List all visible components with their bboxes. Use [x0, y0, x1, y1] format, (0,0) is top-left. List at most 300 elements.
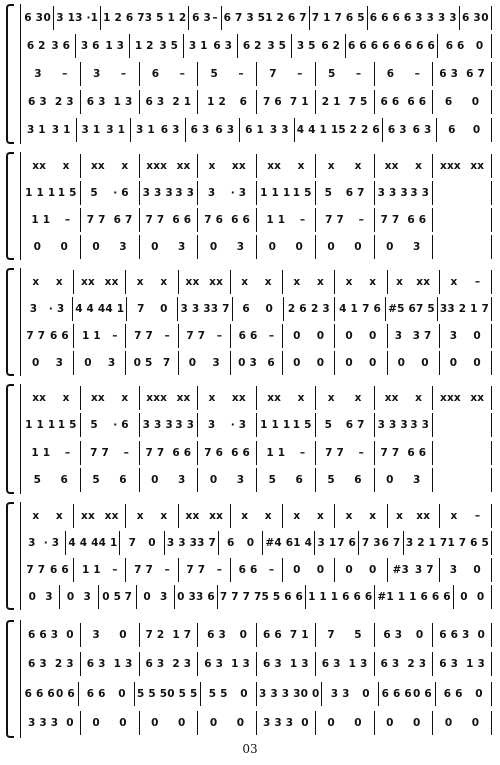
note-group: –: [355, 68, 362, 80]
note-group: 2 1: [172, 96, 192, 108]
system-brace: [6, 502, 14, 610]
note-group: 6 3: [412, 124, 432, 136]
staff-row: [22, 118, 492, 142]
note-group: 0: [239, 628, 248, 641]
measure: [76, 34, 130, 58]
page-number: 03: [242, 742, 258, 756]
note-group: 3 3: [269, 124, 289, 136]
note-group: · 3: [43, 536, 60, 549]
measure: [375, 90, 434, 114]
note-group: 0: [471, 96, 480, 108]
note-group: 3 6: [51, 40, 71, 52]
note-group: 3 3 3: [180, 302, 211, 315]
note-group: 5: [92, 474, 100, 487]
measure: [257, 90, 316, 114]
measure: [436, 682, 493, 706]
note-group: · 3: [230, 419, 247, 432]
measure: [257, 652, 316, 676]
measure: [126, 351, 178, 375]
measure: [77, 118, 132, 142]
measure: [433, 413, 492, 437]
measure: [22, 441, 81, 465]
note-group: 0: [119, 717, 127, 730]
staff-row: [22, 324, 492, 348]
note-group: 0: [475, 687, 483, 700]
measure: [73, 297, 127, 321]
note-group: x: [264, 275, 272, 288]
measure: [433, 90, 492, 114]
measure: [22, 235, 81, 259]
note-group: 7 7: [134, 329, 154, 342]
measure: [222, 6, 310, 30]
note-group: 3 3: [330, 687, 350, 700]
note-group: 6: [354, 474, 362, 487]
system-brace: [6, 4, 14, 144]
measure: [335, 297, 386, 321]
note-group: 5 5: [208, 687, 228, 700]
note-group: xx: [416, 509, 431, 522]
note-group: 6 3: [387, 124, 407, 136]
note-group: 7: [128, 536, 137, 549]
note-group: 1 3: [466, 658, 485, 671]
measure: [179, 351, 231, 375]
measure: [316, 235, 375, 259]
note-group: xx: [104, 509, 119, 522]
note-group: –: [179, 68, 186, 80]
note-group: 3 ·1: [75, 12, 99, 24]
measure: [137, 585, 175, 609]
measure: [198, 62, 257, 86]
measure: [22, 504, 74, 528]
note-group: 3: [160, 590, 168, 603]
measure: [335, 351, 387, 375]
measure: [218, 585, 306, 609]
note-group: 0: [151, 240, 159, 253]
note-group: 0: [92, 717, 100, 730]
note-group: 6 2: [321, 40, 341, 52]
note-group: 6 3: [383, 628, 403, 641]
note-group: 3: [178, 240, 186, 253]
measure: [231, 504, 283, 528]
note-group: x: [293, 275, 301, 288]
measure: [140, 652, 199, 676]
note-group: xx: [185, 509, 200, 522]
note-group: x: [327, 159, 335, 172]
note-group: 7 7: [26, 329, 46, 342]
note-group: –: [123, 446, 130, 459]
note-group: 3: [45, 590, 53, 603]
note-group: 6: [60, 474, 69, 487]
note-group: 3 1: [136, 124, 155, 136]
measure: [454, 585, 492, 609]
note-group: · 3: [48, 302, 65, 315]
note-group: 0: [119, 628, 127, 641]
measure: [231, 558, 283, 582]
note-group: 0: [66, 628, 74, 641]
staff-row: [22, 652, 492, 676]
measure: [22, 386, 81, 410]
note-group: 0 0: [300, 687, 320, 700]
measure: [433, 386, 492, 410]
measure: [22, 154, 81, 178]
note-group: 3: [107, 356, 116, 369]
note-group: 3: [413, 240, 421, 253]
note-group: 7 2: [145, 628, 165, 641]
staff-row: [22, 585, 492, 609]
note-group: x: [293, 509, 301, 522]
measure: [440, 558, 492, 582]
note-group: 0: [354, 240, 362, 253]
note-group: 3: [28, 536, 36, 549]
note-group: 6 6: [443, 687, 463, 700]
measure: [140, 386, 199, 410]
note-group: 0: [66, 590, 75, 603]
note-group: 0: [354, 717, 362, 730]
note-group: 0 6: [56, 687, 75, 700]
note-group: 3 5: [267, 40, 287, 52]
note-group: 0 5: [133, 356, 153, 369]
measure: [140, 208, 199, 232]
staff-row: [22, 413, 492, 437]
measure: [316, 711, 375, 735]
measure: [74, 558, 126, 582]
measure: [383, 118, 438, 142]
note-group: 0: [32, 356, 40, 369]
measure: [388, 504, 440, 528]
note-group: 6 6: [407, 96, 427, 108]
system-brace: [6, 384, 14, 494]
note-group: 3: [449, 563, 458, 576]
note-group: 7 7: [380, 446, 400, 459]
note-group: 4 1: [339, 302, 358, 315]
note-group: –: [297, 68, 303, 80]
note-group: 0: [209, 240, 218, 253]
measure: [386, 297, 438, 321]
measure: [375, 413, 434, 437]
measure: [130, 34, 184, 58]
note-group: –: [238, 68, 244, 80]
note-group: 0 5: [102, 590, 122, 603]
note-group: 0: [345, 329, 353, 342]
staff-row: [22, 181, 492, 205]
note-group: 0: [316, 356, 325, 369]
note-group: 6 3: [461, 12, 481, 24]
note-group: 4 4 4: [68, 536, 99, 549]
note-group: x: [345, 509, 353, 522]
note-group: 0: [66, 717, 74, 730]
measure: [375, 181, 434, 205]
note-group: x: [121, 159, 129, 172]
measure: [433, 468, 492, 492]
note-group: 6 2: [242, 40, 262, 52]
measure: [440, 324, 492, 348]
note-group: 6 3: [321, 658, 341, 671]
note-group: 3: [207, 186, 216, 199]
measure: [219, 531, 263, 555]
note-group: 0: [473, 329, 481, 342]
measure: [22, 181, 81, 205]
measure: [335, 504, 387, 528]
note-group: –: [299, 213, 306, 226]
note-group: x: [369, 275, 377, 288]
note-group: 0: [460, 590, 468, 603]
note-group: 6 3: [215, 124, 235, 136]
note-group: 1 1: [266, 446, 286, 459]
note-group: 0: [475, 40, 484, 52]
measure: [257, 623, 316, 647]
measure: [66, 531, 120, 555]
note-group: 0: [327, 240, 335, 253]
note-group: xx: [185, 275, 200, 288]
measure: [81, 711, 140, 735]
note-group: 7 7: [145, 446, 165, 459]
note-group: 6 6: [380, 96, 400, 108]
note-group: xx: [416, 275, 431, 288]
note-group: xx: [231, 159, 246, 172]
note-group: 5: [90, 186, 98, 199]
measure: [346, 34, 438, 58]
measure: [126, 324, 178, 348]
measure: [316, 208, 375, 232]
measure: [375, 711, 434, 735]
note-group: 0: [268, 240, 277, 253]
note-group: 5: [90, 419, 98, 432]
measure: [310, 6, 368, 30]
note-group: 3 3 3: [166, 536, 198, 549]
note-group: –: [164, 329, 170, 342]
note-group: 1 1 1 6 6 6: [308, 590, 373, 603]
note-group: 3: [212, 356, 220, 369]
note-group: 0: [481, 12, 489, 24]
note-group: 3: [34, 68, 42, 80]
note-group: 3 5: [296, 40, 316, 52]
measure: [316, 623, 375, 647]
note-group: 0: [92, 240, 100, 253]
measure: [22, 90, 81, 114]
system-barline: [20, 620, 21, 738]
staff-row: [22, 208, 492, 232]
measure: [54, 6, 101, 30]
note-group: 0: [151, 717, 159, 730]
measure: [140, 623, 199, 647]
measure: [315, 531, 359, 555]
measure: [335, 324, 387, 348]
note-group: 7 5: [348, 96, 368, 108]
measure: [292, 34, 346, 58]
staff-row: [22, 623, 492, 647]
note-group: –: [112, 329, 118, 342]
note-group: 7 6: [337, 536, 357, 549]
note-group: x: [354, 159, 362, 172]
note-group: 1 3: [348, 658, 368, 671]
measure: [198, 235, 257, 259]
note-group: –: [268, 329, 275, 342]
measure: [316, 181, 375, 205]
measure: [257, 468, 316, 492]
note-group: xx: [81, 275, 95, 288]
measure: [198, 181, 257, 205]
note-group: 6: [242, 302, 250, 315]
measure: [257, 154, 316, 178]
note-group: 0: [151, 474, 159, 487]
measure: [316, 468, 375, 492]
measure: [140, 235, 199, 259]
note-group: 7 7: [86, 213, 106, 226]
measure: [433, 235, 492, 259]
measure: [140, 181, 199, 205]
measure: [440, 270, 492, 294]
measure: [257, 62, 316, 86]
note-group: xxx: [146, 159, 168, 172]
note-group: 3: [29, 302, 38, 315]
measure: [440, 504, 492, 528]
note-group: 7 7: [325, 446, 344, 459]
measure: [404, 531, 492, 555]
note-group: 6 3: [207, 628, 226, 641]
note-group: 6: [448, 124, 456, 136]
measure: [22, 208, 81, 232]
measure: [440, 351, 492, 375]
staff-row: [22, 34, 492, 58]
system-barline: [20, 152, 21, 260]
measure: [388, 558, 440, 582]
measure: [22, 682, 79, 706]
measure: [165, 531, 219, 555]
note-group: 2 3: [54, 96, 74, 108]
measure: [201, 682, 258, 706]
note-group: 6 7: [381, 536, 401, 549]
note-group: 3 3 3: [377, 419, 408, 432]
measure: [198, 90, 257, 114]
note-group: 1 1: [31, 446, 51, 459]
note-group: 0: [143, 590, 151, 603]
note-group: 5: [268, 474, 277, 487]
measure: [81, 62, 140, 86]
note-group: xx: [90, 391, 105, 404]
note-group: #4 6: [265, 536, 294, 549]
note-group: 6 6: [407, 213, 427, 226]
staff-row: [22, 297, 492, 321]
note-group: 3 6: [196, 590, 215, 603]
note-group: 6 6: [238, 563, 258, 576]
note-group: x: [62, 159, 70, 172]
system-brace: [6, 268, 14, 376]
note-group: 7: [327, 628, 335, 641]
note-group: 6 6: [49, 329, 69, 342]
measure: [375, 208, 434, 232]
note-group: –: [64, 446, 71, 459]
note-group: x: [327, 391, 335, 404]
measure: [433, 652, 492, 676]
note-group: xx: [470, 391, 485, 404]
note-group: x: [354, 391, 362, 404]
measure: [433, 154, 492, 178]
measure: [22, 118, 77, 142]
note-group: 1 5: [57, 186, 77, 199]
note-group: 1 4: [293, 536, 313, 549]
measure: [375, 441, 434, 465]
note-group: 1 2: [134, 40, 154, 52]
note-group: 7: [124, 590, 133, 603]
note-group: 3 3 3: [142, 419, 173, 432]
note-group: 6 3: [24, 12, 44, 24]
measure: [81, 441, 140, 465]
note-group: x: [208, 159, 216, 172]
staff-row: [22, 270, 492, 294]
note-group: 4 1: [105, 302, 125, 315]
note-group: –: [64, 213, 71, 226]
note-group: 0: [415, 628, 424, 641]
measure: [198, 441, 257, 465]
measure: [22, 531, 66, 555]
measure: [438, 297, 492, 321]
note-group: 0: [477, 628, 485, 641]
note-group: 1 1 1: [25, 186, 56, 199]
note-group: 1 3: [113, 96, 133, 108]
note-group: 0: [295, 240, 304, 253]
note-group: · 6: [113, 186, 129, 199]
note-group: xx: [90, 159, 105, 172]
note-group: 1 1: [81, 329, 101, 342]
note-group: 6 7: [466, 68, 485, 80]
measure: [22, 468, 81, 492]
measure: [22, 711, 81, 735]
note-group: xx: [32, 159, 47, 172]
note-group: 0: [293, 563, 301, 576]
note-group: xx: [470, 159, 485, 172]
note-group: 5 2 2 6: [338, 124, 380, 136]
note-group: 3 5 1 2: [144, 12, 187, 24]
note-group: 6 2: [26, 40, 46, 52]
note-group: –: [212, 12, 218, 24]
note-group: –: [216, 563, 223, 576]
measure: [322, 682, 379, 706]
note-group: 7 3: [361, 536, 381, 549]
note-group: 6 6: [263, 628, 282, 641]
score-system: [6, 384, 494, 494]
measure: [140, 711, 199, 735]
measure: [140, 441, 199, 465]
measure: [140, 62, 199, 86]
note-group: 0: [265, 302, 273, 315]
note-group: –: [414, 68, 421, 80]
note-group: 3 3: [175, 419, 195, 432]
measure: [263, 531, 315, 555]
note-group: 7 6: [204, 213, 224, 226]
note-group: 0: [118, 687, 126, 700]
note-group: 3 3 3: [28, 717, 59, 730]
note-group: x: [317, 275, 324, 288]
measure: [388, 270, 440, 294]
system-brace: [6, 620, 14, 738]
measure: [140, 413, 199, 437]
system-barline: [20, 268, 21, 376]
measure: [433, 711, 492, 735]
note-group: 0: [160, 302, 168, 315]
measure: [198, 652, 257, 676]
staff-row: [22, 441, 492, 465]
measure: [231, 351, 283, 375]
measure: [375, 62, 434, 86]
note-group: 0: [178, 717, 186, 730]
staff-row: [22, 386, 492, 410]
note-group: 3 5: [159, 40, 179, 52]
note-group: 6 6 6 6 6 6 6 6: [348, 40, 436, 52]
note-group: 7 1 7 6 5: [311, 12, 365, 24]
measure: [335, 558, 387, 582]
note-group: 3: [92, 628, 100, 641]
note-group: x: [396, 509, 404, 522]
